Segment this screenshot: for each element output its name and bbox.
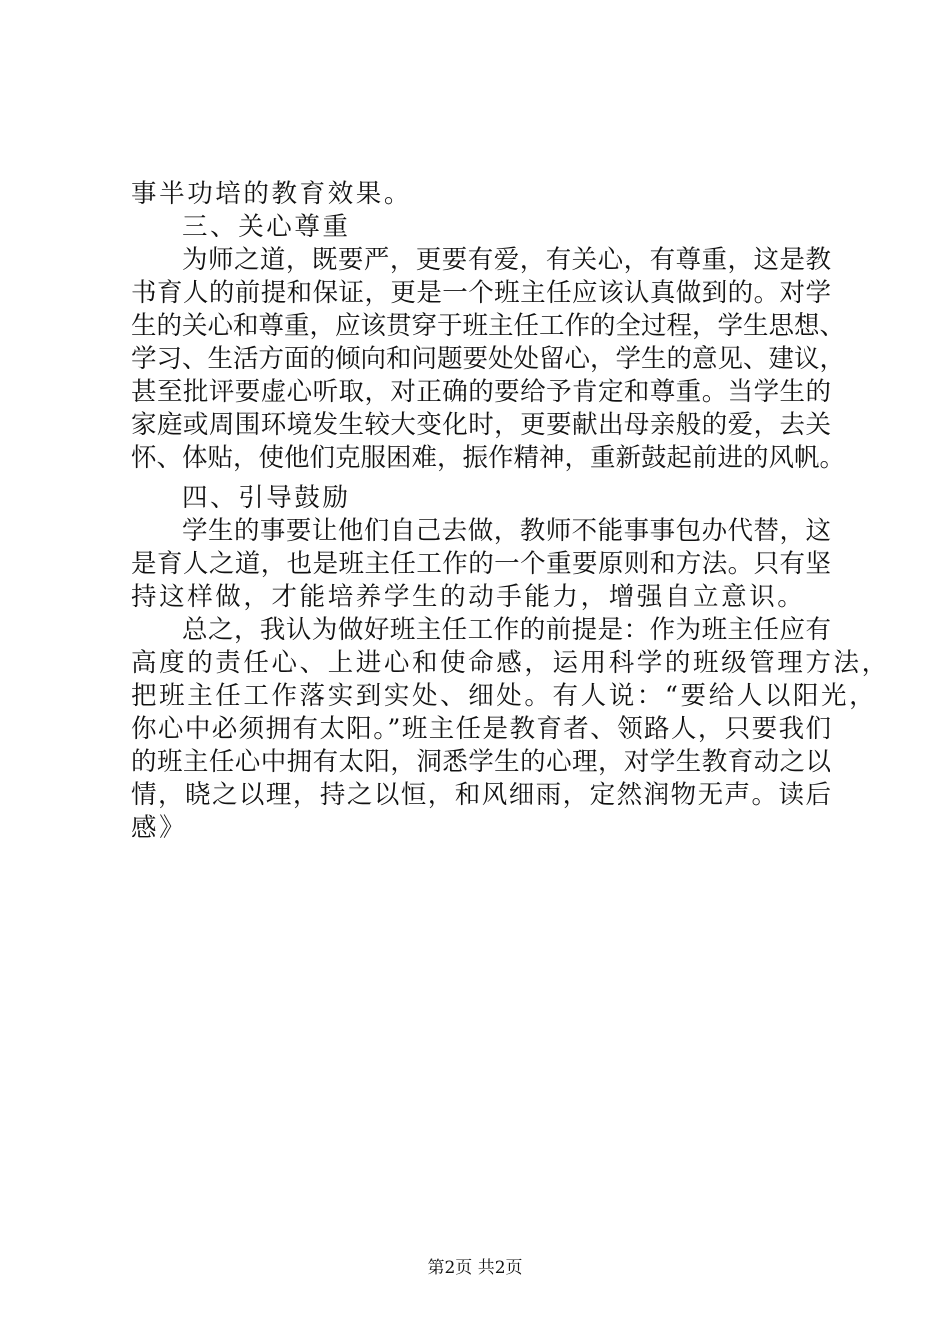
body-line: 学生的事要让他们自己去做，教师不能事事包办代替，这 <box>182 516 831 546</box>
page-footer: 第2页 共2页 <box>427 1258 523 1278</box>
body-line: 甚至批评要虚心听取，对正确的要给予肯定和尊重。当学生的 <box>131 377 831 407</box>
body-line: 感》 <box>131 813 188 843</box>
body-line: 的班主任心中拥有太阳，洞悉学生的心理，对学生教育动之以 <box>131 747 831 777</box>
body-line: 事半功培的教育效果。 <box>131 179 413 209</box>
body-line: 为师之道，既要严，更要有爱，有关心，有尊重，这是教 <box>182 245 831 275</box>
body-line: 情，晓之以理，持之以恒，和风细雨，定然润物无声。读后 <box>131 780 831 810</box>
body-line: 总之，我认为做好班主任工作的前提是：作为班主任应有 <box>182 615 831 645</box>
body-line: 家庭或周围环境发生较大变化时，更要献出母亲般的爱，去关 <box>131 410 831 440</box>
body-line: 书育人的前提和保证，更是一个班主任应该认真做到的。对学 <box>131 278 831 308</box>
body-line: 生的关心和尊重，应该贯穿于班主任工作的全过程，学生思想、 <box>131 311 846 341</box>
section-heading-3: 三、关心尊重 <box>182 212 351 242</box>
section-heading-4: 四、引导鼓励 <box>182 483 351 513</box>
body-line: 高度的责任心、上进心和使命感，运用科学的班级管理方法， <box>131 648 890 678</box>
body-line: 学习、生活方面的倾向和问题要处处留心，学生的意见、建议， <box>131 344 846 374</box>
body-line: 把班主任工作落实到实处、细处。有人说：“要给人以阳光， <box>131 681 878 711</box>
body-line: 你心中必须拥有太阳。”班主任是教育者、领路人，只要我们 <box>131 714 831 744</box>
body-line: 怀、体贴，使他们克服困难，振作精神，重新鼓起前进的风帆。 <box>131 443 846 473</box>
body-line: 持这样做，才能培养学生的动手能力，增强自立意识。 <box>131 582 806 612</box>
body-line: 是育人之道，也是班主任工作的一个重要原则和方法。只有坚 <box>131 549 831 579</box>
